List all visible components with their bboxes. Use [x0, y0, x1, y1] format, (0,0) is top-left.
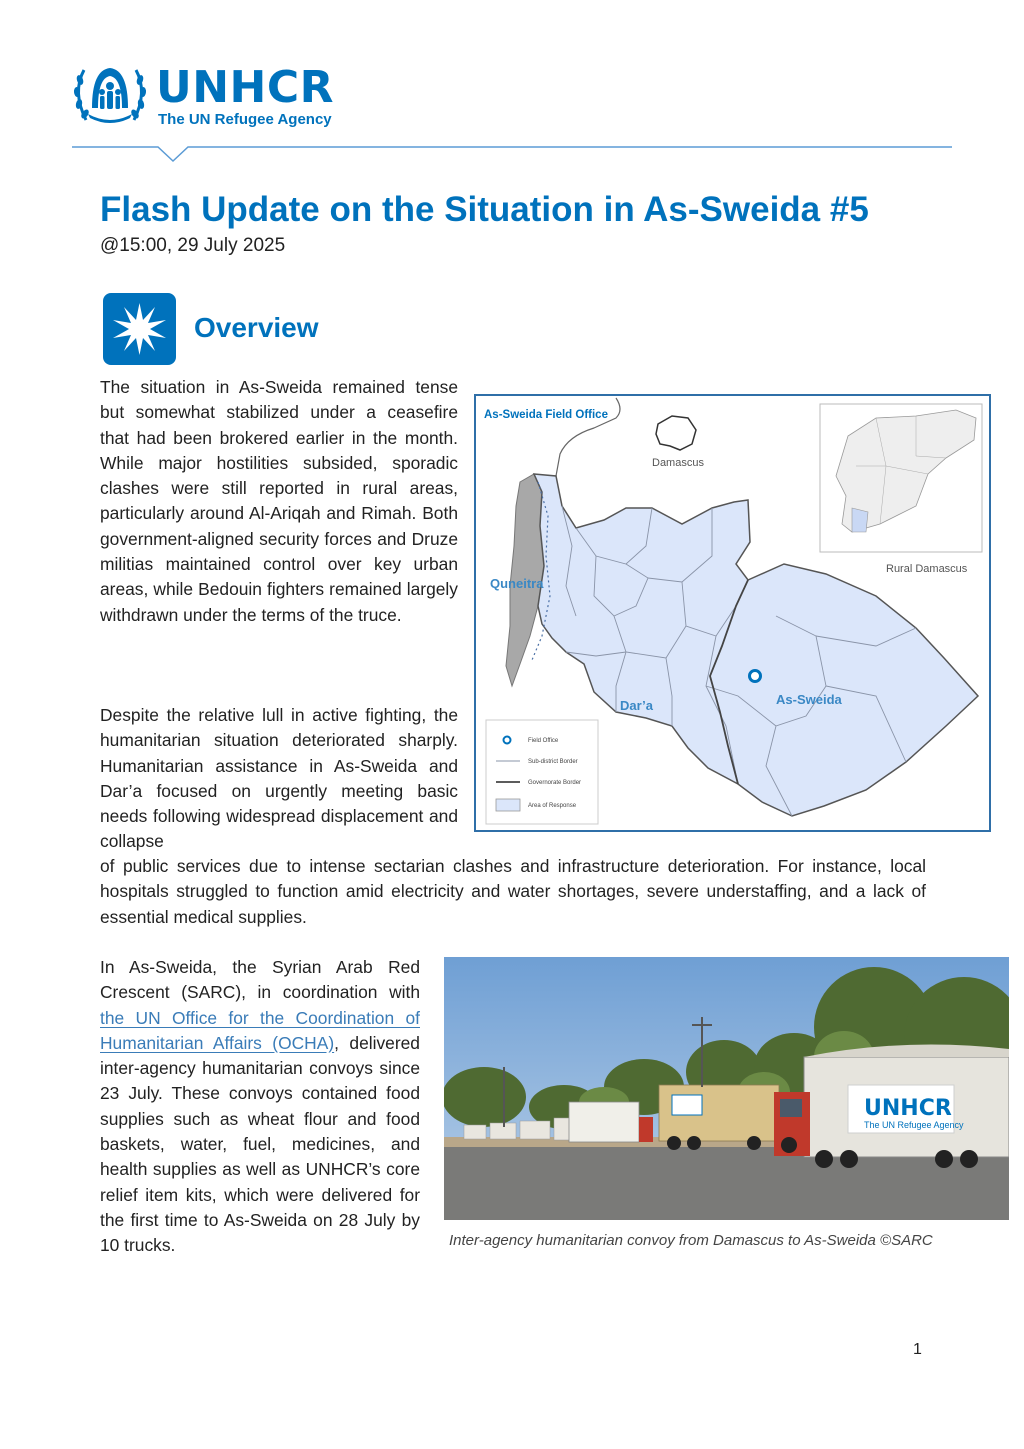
unhcr-emblem-icon	[70, 62, 150, 128]
legend-field-office-symbol	[504, 737, 511, 744]
convoy-text-after: , delivered inter-agency humanitarian convoys since 23 July. These convoys contained food supplies such as wheat flour and food baskets, water, fuel, medicines, and health supplies as well as UNHCR’s core relief item kits, which were delivered for the first time to As-Sweida on 28 July by 10 trucks.	[100, 1032, 420, 1256]
map-label-damascus: Damascus	[652, 457, 704, 469]
damascus-outline	[656, 416, 696, 450]
logo-wordmark: UNHCR	[156, 62, 335, 113]
page-number: 1	[913, 1341, 922, 1358]
map-title: As-Sweida Field Office	[484, 409, 608, 421]
inset-map	[820, 404, 982, 552]
map-legend	[486, 720, 598, 824]
logo-tagline: The UN Refugee Agency	[158, 111, 332, 128]
header-divider	[72, 140, 952, 164]
map-label-rural-damascus: Rural Damascus	[886, 563, 968, 575]
convoy-text-before: In As-Sweida, the Syrian Arab Red Crescent (SARC), in coordination with	[100, 957, 420, 1003]
section-heading-overview: Overview	[194, 312, 319, 343]
photo-caption: Inter-agency humanitarian convoy from Damascus to As-Sweida ©SARC	[449, 1232, 933, 1249]
map-label-daraa: Dar’a	[620, 698, 654, 713]
area-map	[474, 394, 991, 832]
ocha-link[interactable]: the UN Office for the Coordination of Humanitarian Affairs (OCHA)	[100, 1007, 420, 1053]
overview-paragraph-2-part-2: of public services due to intense sectarian clashes and infrastructure deterioration. For instance, local hospitals struggled to function amid electricity and water shortages, severe understaffing, and a lack of essential medical supplies.	[100, 856, 926, 927]
burst-icon	[103, 293, 176, 365]
truck-logo-text: UNHCR	[864, 1096, 952, 1121]
field-office-marker	[750, 671, 761, 682]
legend-sub-district-border: Sub-district Border	[528, 759, 578, 765]
legend-governorate-border: Governorate Border	[528, 780, 582, 786]
convoy-paragraph	[100, 955, 420, 1259]
legend-field-office: Field Office	[528, 738, 559, 744]
legend-area-of-response: Area of Response	[528, 803, 577, 809]
page-title: Flash Update on the Situation in As-Sweida #5	[100, 190, 869, 229]
convoy-photo	[444, 957, 1009, 1220]
map-label-as-sweida: As-Sweida	[776, 692, 842, 707]
map-label-quneitra: Quneitra	[490, 576, 544, 591]
overview-paragraph-2-part-1: Despite the relative lull in active fighting, the humanitarian situation deteriorated sharply. Humanitarian assistance in As-Sweida and Dar’a focused on urgently meeting basic needs following widespread displacement and collapse	[100, 705, 458, 852]
overview-paragraph-1: The situation in As-Sweida remained tense but somewhat stabilized under a ceasefire that had been brokered earlier in the month. While major hostilities subsided, sporadic clashes were still reported in rural areas, particularly around Al-Ariqah and Rimah. Both government-aligned security forces and Druze militias maintained control over key urban areas, while Bedouin fighters remained largely withdrawn under the terms of the truce.	[100, 377, 458, 625]
truck-tagline-text: The UN Refugee Agency	[864, 1120, 964, 1130]
update-timestamp: @15:00, 29 July 2025	[100, 235, 286, 256]
